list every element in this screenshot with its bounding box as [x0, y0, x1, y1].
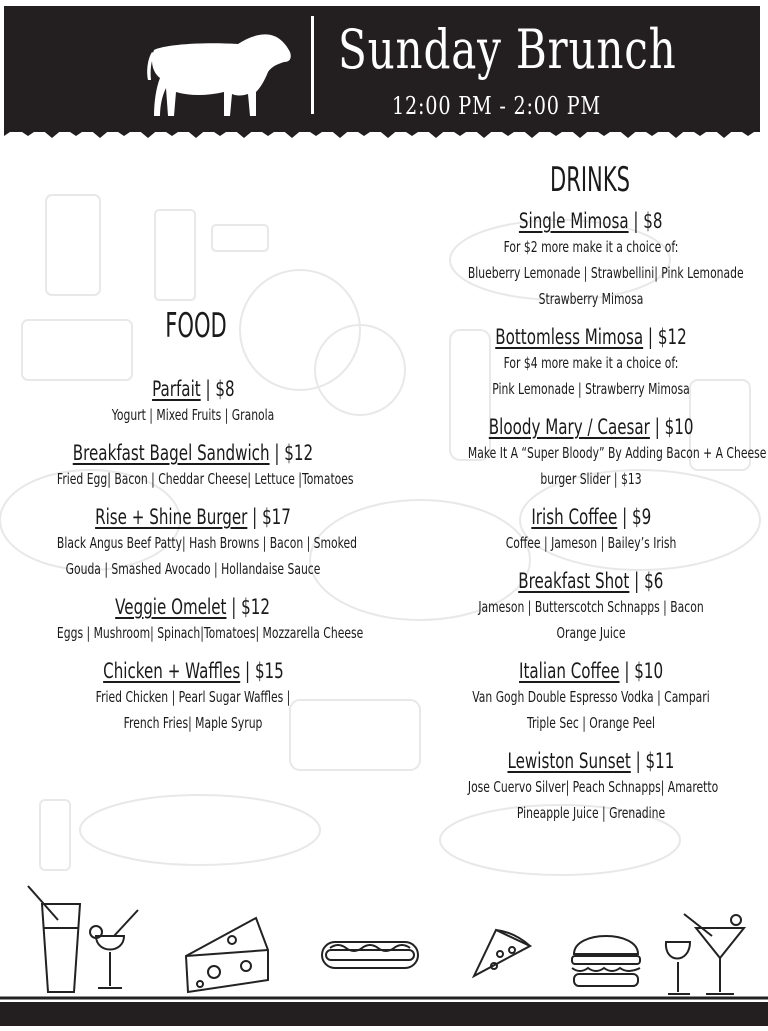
- menu-item-price: $9: [631, 505, 651, 529]
- menu-item-description: Pink Lemonade | Strawberry Mimosa: [492, 380, 690, 398]
- header-divider: [311, 16, 314, 114]
- martini-icon: [684, 914, 744, 994]
- menu-item-price: $10: [634, 659, 664, 683]
- menu-item-price: $17: [262, 505, 291, 529]
- menu-item-title: Breakfast Shot | $6: [518, 569, 664, 593]
- menu-item-name: Chicken + Waffles: [102, 659, 240, 683]
- menu-item-title: Lewiston Sunset | $11: [507, 749, 675, 773]
- burger-icon: [572, 936, 640, 986]
- food-item-burger: [4, 504, 382, 582]
- menu-item-title: Bottomless Mimosa | $12: [495, 325, 687, 349]
- menu-item-description: Eggs | Mushroom| Spinach|Tomatoes| Mozzarella Cheese: [56, 624, 364, 642]
- menu-item-price: $15: [254, 659, 284, 683]
- menu-item-name: Veggie Omelet: [115, 595, 227, 619]
- menu-item-price: $10: [664, 415, 694, 439]
- menu-item-description: Jose Cuervo Silver| Peach Schnapps| Amaretto: [467, 778, 719, 796]
- food-item-parfait: [4, 376, 382, 428]
- menu-item-price: $12: [657, 325, 687, 349]
- menu-item-title: Veggie Omelet | $12: [115, 595, 271, 619]
- menu-item-title: Rise + Shine Burger | $17: [95, 505, 291, 529]
- menu-item-name: Breakfast Bagel Sandwich: [72, 441, 270, 465]
- menu-item-price: $6: [644, 569, 664, 593]
- menu-item-price: $11: [645, 749, 675, 773]
- drink-item-single-mimosa: [420, 208, 762, 312]
- menu-item-description: For $4 more make it a choice of:: [503, 354, 679, 372]
- hotdog-icon: [322, 942, 418, 968]
- menu-item-description: Fried Egg| Bacon | Cheddar Cheese| Lettuce |Tomatoes: [56, 470, 354, 488]
- drink-item-irish-coffee: [420, 504, 762, 556]
- menu-item-description: Strawberry Mimosa: [538, 290, 644, 308]
- menu-item-description: Black Angus Beef Patty| Hash Browns | Bacon | Smoked: [56, 534, 358, 552]
- menu-item-description: Make It A “Super Bloody” By Adding Bacon + A Cheese: [467, 444, 767, 462]
- food-item-chicken-waffles: [4, 658, 382, 736]
- drink-item-lewiston-sunset: [420, 748, 762, 826]
- menu-item-name: Italian Coffee: [518, 659, 620, 683]
- menu-item-title: Italian Coffee | $10: [518, 659, 664, 683]
- menu-item-description: Pineapple Juice | Grenadine: [516, 804, 666, 822]
- menu-item-description: Fried Chicken | Pearl Sugar Waffles |: [95, 688, 291, 706]
- drink-item-breakfast-shot: [420, 568, 762, 646]
- menu-item-name: Breakfast Shot: [518, 569, 630, 593]
- drink-item-bottomless-mimosa: [420, 324, 762, 402]
- footer-bar: [0, 1002, 768, 1026]
- menu-item-description: Gouda | Smashed Avocado | Hollandaise Sauce: [65, 560, 321, 578]
- food-heading: FOOD: [165, 306, 227, 346]
- menu-item-price: $8: [643, 209, 663, 233]
- menu-item-title: Single Mimosa | $8: [519, 209, 663, 233]
- menu-item-name: Single Mimosa: [519, 209, 629, 233]
- menu-item-description: Blueberry Lemonade | Strawbellini| Pink Lemonade: [467, 264, 744, 282]
- menu-item-name: Parfait: [151, 377, 201, 401]
- menu-item-price: $8: [215, 377, 235, 401]
- brunch-hours: 12:00 PM - 2:00 PM: [392, 92, 601, 120]
- menu-item-name: Bloody Mary / Caesar: [488, 415, 650, 439]
- cheese-icon: [186, 918, 268, 992]
- menu-item-name: Irish Coffee: [531, 505, 618, 529]
- menu-item-description: Yogurt | Mixed Fruits | Granola: [111, 406, 275, 424]
- menu-item-description: For $2 more make it a choice of:: [503, 238, 679, 256]
- food-list: [4, 376, 382, 748]
- cow-icon: [146, 26, 296, 121]
- menu-item-description: Triple Sec | Orange Peel: [526, 714, 656, 732]
- menu-item-description: Orange Juice: [556, 624, 626, 642]
- drink-item-bloody-mary: [420, 414, 767, 492]
- menu-item-name: Rise + Shine Burger: [95, 505, 248, 529]
- menu-item-description: Jameson | Butterscotch Schnapps | Bacon: [478, 598, 704, 616]
- menu-item-title: Parfait | $8: [151, 377, 235, 401]
- menu-item-description: burger Slider | $13: [540, 470, 642, 488]
- menu-item-price: $12: [284, 441, 314, 465]
- drinks-heading: DRINKS: [549, 160, 631, 200]
- menu-item-title: Irish Coffee | $9: [531, 505, 651, 529]
- food-item-bagel-sandwich: [4, 440, 382, 492]
- menu-item-name: Lewiston Sunset: [507, 749, 631, 773]
- menu-item-title: Breakfast Bagel Sandwich | $12: [72, 441, 314, 465]
- menu-item-title: Bloody Mary / Caesar | $10: [488, 415, 694, 439]
- page-title: Sunday Brunch: [338, 18, 677, 81]
- food-item-omelet: [4, 594, 382, 646]
- wine-glass-icon: [666, 942, 690, 994]
- menu-item-description: Coffee | Jameson | Bailey’s Irish: [505, 534, 677, 552]
- drink-item-italian-coffee: [420, 658, 762, 736]
- banner-torn-edge: [0, 120, 768, 150]
- drinks-list: [420, 208, 767, 838]
- menu-item-title: Chicken + Waffles | $15: [102, 659, 284, 683]
- cocktail-glasses-icon: [28, 886, 138, 992]
- menu-item-description: French Fries| Maple Syrup: [123, 714, 263, 732]
- menu-item-price: $12: [241, 595, 271, 619]
- pizza-slice-icon: [474, 930, 530, 976]
- menu-item-name: Bottomless Mimosa: [495, 325, 644, 349]
- menu-item-description: Van Gogh Double Espresso Vodka | Campari: [472, 688, 710, 706]
